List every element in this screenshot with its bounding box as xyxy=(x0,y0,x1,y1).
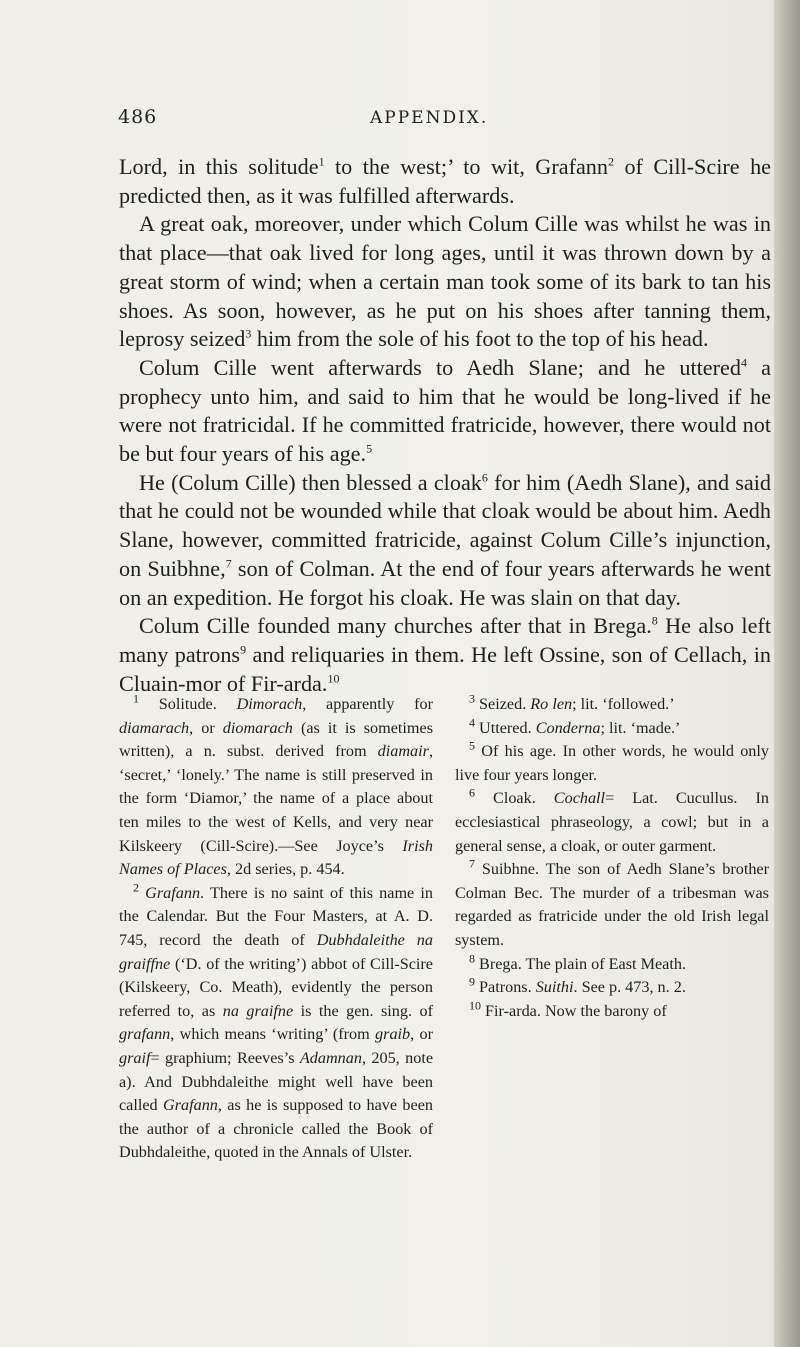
footnote-ref-3: 3 xyxy=(245,326,252,341)
footnote-4: $^4$ Uttered. Conderna; lit. ‘made.’ xyxy=(469,715,681,737)
footnote-ref-9: 9 xyxy=(240,642,247,657)
footnote-1: $^1$ Solitude. Dimorach, apparently for diamarach, or diomarach (as it is sometimes written), a n. subst. derived from diamair, ‘secret,’ ‘lonely.’ The name is still preserved in the form ‘Diamor,’ the name of a place about ten miles to the west of Kells, and very near Kilskeery (Cill-Scire).—See Joyce’s Irish Names of Places, 2d series, p. 454. xyxy=(119,691,433,879)
footnote-2: $^2$ Grafann. There is no saint of this name in the Calendar. But the Four Masters, at A. D. 745, record the death of Dubhdaleithe na graiffne (‘D. of the writing’) abbot of Cill-Scire (Kilskeery, Co. Meath), evidently the person referred to, as na graifne is the gen. sing. of grafann, which means ‘writing’ (from graib, or graif= graphium; Reeves’s Adamnan, 205, note a). And Dubhdaleithe might well have been called Grafann, as he is supposed to have been the author of a chronicle called the Book of Dubhdaleithe, quoted in the Annals of Ulster. xyxy=(119,880,433,1162)
paragraph-5: Colum Cille founded many churches after that in Brega.$^8$ He also left many patrons$^9$ and reliquaries in them. He left Ossine, son of Cellach, in Cluain-mor of Fir-arda.$^{10}$ xyxy=(119,613,771,696)
paragraph-1: Lord, in this solitude$^1$ to the west;’ to wit, Grafann$^2$ of Cill-Scire he predicted then, as it was fulfilled afterwards. xyxy=(119,154,772,208)
footnotes xyxy=(119,693,769,1165)
running-head: APPENDIX. xyxy=(370,108,489,128)
page-number: 486 xyxy=(118,106,158,128)
footnote-9: $^9$ Patrons. Suithi. See p. 473, n. 2. xyxy=(469,974,686,997)
paragraph-3: Colum Cille went afterwards to Aedh Slane; and he uttered$^4$ a prophecy unto him, and said to him that he would be long-lived if he were not fratricidal. If he committed fratricide, however, there would not be but four years of his age.$^5$ xyxy=(119,354,771,467)
footnote-ref-8: 8 xyxy=(651,613,658,628)
footnote-ref-2: 2 xyxy=(608,154,614,169)
page-binding-edge xyxy=(774,0,800,1347)
footnote-8: $^8$ Brega. The plain of East Meath. xyxy=(469,951,686,973)
paragraph-4: He (Colum Cille) then blessed a cloak$^6$ for him (Aedh Slane), and said that he could not be wounded while that cloak would be about him. Aedh Slane, however, committed fratricide, against Colum Cille’s injunction, on Suibhne,$^7$ son of Colman. At the end of four years afterwards he went on an expedition. He forgot his cloak. He was slain on that day. xyxy=(119,469,772,610)
footnote-ref-4: 4 xyxy=(740,355,747,370)
footnote-ref-6: 6 xyxy=(481,470,488,485)
main-text xyxy=(119,153,771,698)
footnotes-right-column xyxy=(455,693,769,1165)
paragraph-2: A great oak, moreover, under which Colum Cille was whilst he was in that place—that oak lived for long ages, until it was thrown down by a great storm of wind; when a certain man took some of its bark to tan his shoes. As soon, however, as he put on his shoes after tanning them, leprosy seized$^3$ him from the sole of his foot to the top of his head. xyxy=(119,211,771,352)
footnote-ref-1: 1 xyxy=(318,154,325,169)
footnote-6: $^6$ Cloak. Cochall= Lat. Cucullus. In ecclesiastical phraseology, a cowl; but in a general sense, a cloak, or outer garment. xyxy=(455,785,770,855)
footnote-7: $^7$ Suibhne. The son of Aedh Slane’s brother Colman Bec. The murder of a tribesman was regarded as fratricide under the old Irish legal system. xyxy=(455,856,769,949)
footnote-ref-7: 7 xyxy=(225,556,232,571)
footnote-3: $^3$ Seized. Ro len; lit. ‘followed.’ xyxy=(469,691,675,713)
page-header xyxy=(0,106,800,136)
footnote-10: $^{10}$ Fir-arda. Now the barony of xyxy=(469,998,667,1020)
footnote-ref-10: 10 xyxy=(327,671,340,686)
footnotes-left-column xyxy=(119,693,433,1165)
footnote-ref-5: 5 xyxy=(366,441,373,456)
footnote-5: $^5$ Of his age. In other words, he would only live four years longer. xyxy=(455,738,769,784)
